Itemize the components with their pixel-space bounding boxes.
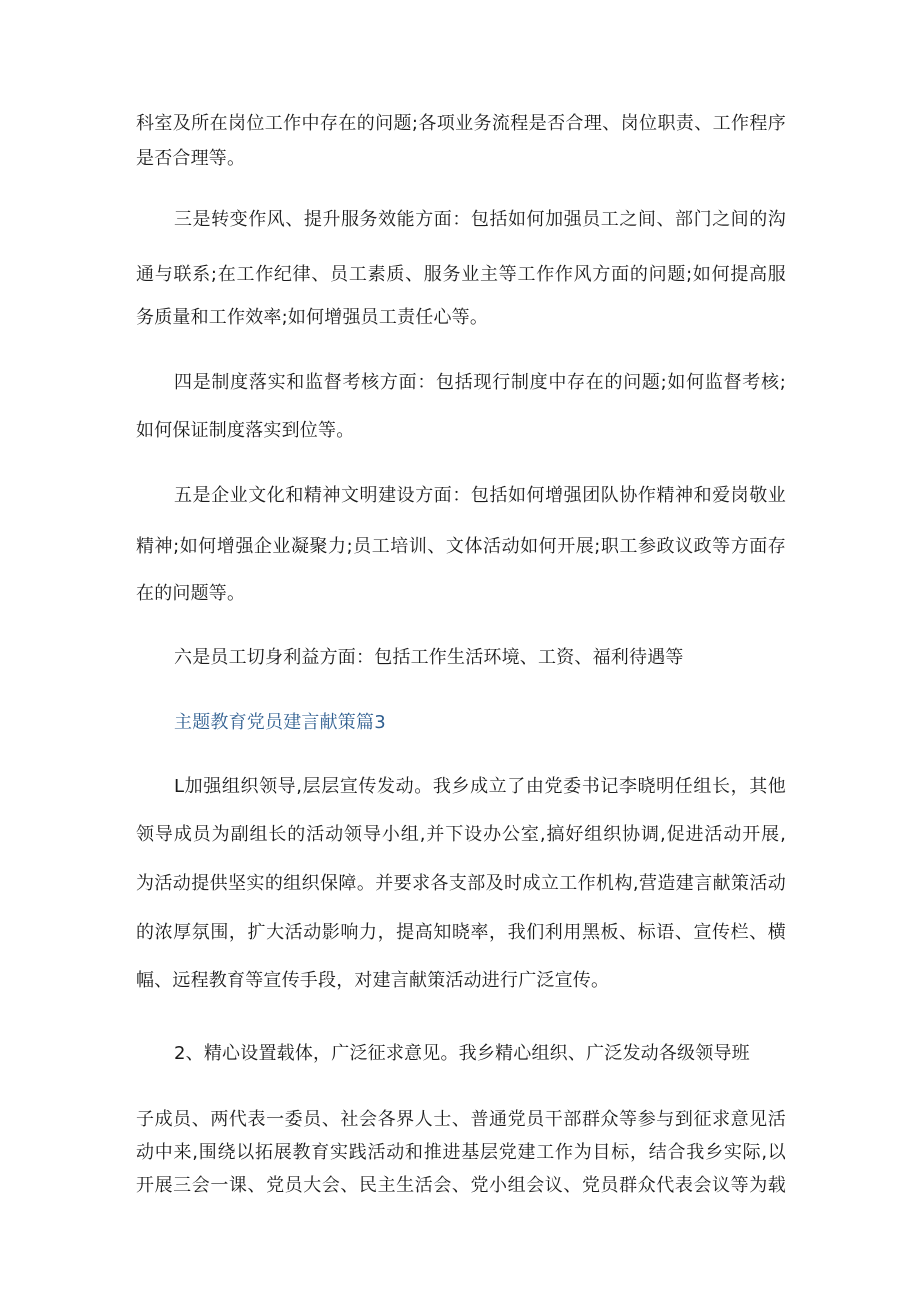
- paragraph-4-line-1: 四是制度落实和监督考核方面：包括现行制度中存在的问题;如何监督考核;: [174, 372, 786, 393]
- item-1-line-1: L加强组织领导,层层宣传发动。我乡成立了由党委书记李晓明任组长，其他: [174, 776, 786, 797]
- paragraph-2-line-1: 科室及所在岗位工作中存在的问题;各项业务流程是否合理、岗位职责、工作程序: [136, 113, 786, 134]
- paragraph-3-line-2: 通与联系;在工作纪律、员工素质、服务业主等工作作风方面的问题;如何提高服: [136, 264, 786, 285]
- item-1-line-4: 的浓厚氛围，扩大活动影响力，提高知晓率，我们利用黑板、标语、宣传栏、横: [136, 922, 786, 943]
- paragraph-5-line-3: 在的问题等。: [136, 583, 246, 604]
- paragraph-2-line-2: 是否合理等。: [136, 148, 246, 169]
- item-1-line-3: 为活动提供坚实的组织保障。并要求各支部及时成立工作机构,营造建言献策活动: [136, 873, 786, 894]
- item-2-line-3: 动中来,围绕以拓展教育实践活动和推进基层党建工作为目标，结合我乡实际,以: [136, 1142, 786, 1163]
- paragraph-5-line-2: 精神;如何增强企业凝聚力;员工培训、文体活动如何开展;职工参政议政等方面存: [136, 536, 786, 557]
- item-2-line-4: 开展三会一课、党员大会、民主生活会、党小组会议、党员群众代表会议等为载: [136, 1175, 786, 1196]
- paragraph-3-line-1: 三是转变作风、提升服务效能方面：包括如何加强员工之间、部门之间的沟: [174, 209, 786, 230]
- section-heading: 主题教育党员建言献策篇3: [174, 712, 386, 733]
- item-2-line-2: 子成员、两代表一委员、社会各界人士、普通党员干部群众等参与到征求意见活: [136, 1109, 786, 1130]
- item-1-line-5: 幅、远程教育等宣传手段，对建言献策活动进行广泛宣传。: [136, 970, 610, 991]
- item-1-line-2: 领导成员为副组长的活动领导小组,并下设办公室,搞好组织协调,促进活动开展,: [136, 824, 786, 845]
- paragraph-3-line-3: 务质量和工作效率;如何增强员工责任心等。: [136, 307, 489, 328]
- paragraph-5-line-1: 五是企业文化和精神文明建设方面：包括如何增强团队协作精神和爱岗敬业: [174, 485, 786, 506]
- item-2-line-1: 2、精心设置载体，广泛征求意见。我乡精心组织、广泛发动各级领导班: [174, 1043, 750, 1064]
- paragraph-6-line-1: 六是员工切身利益方面：包括工作生活环境、工资、福利待遇等: [174, 647, 684, 668]
- paragraph-4-line-2: 如何保证制度落实到位等。: [136, 420, 355, 441]
